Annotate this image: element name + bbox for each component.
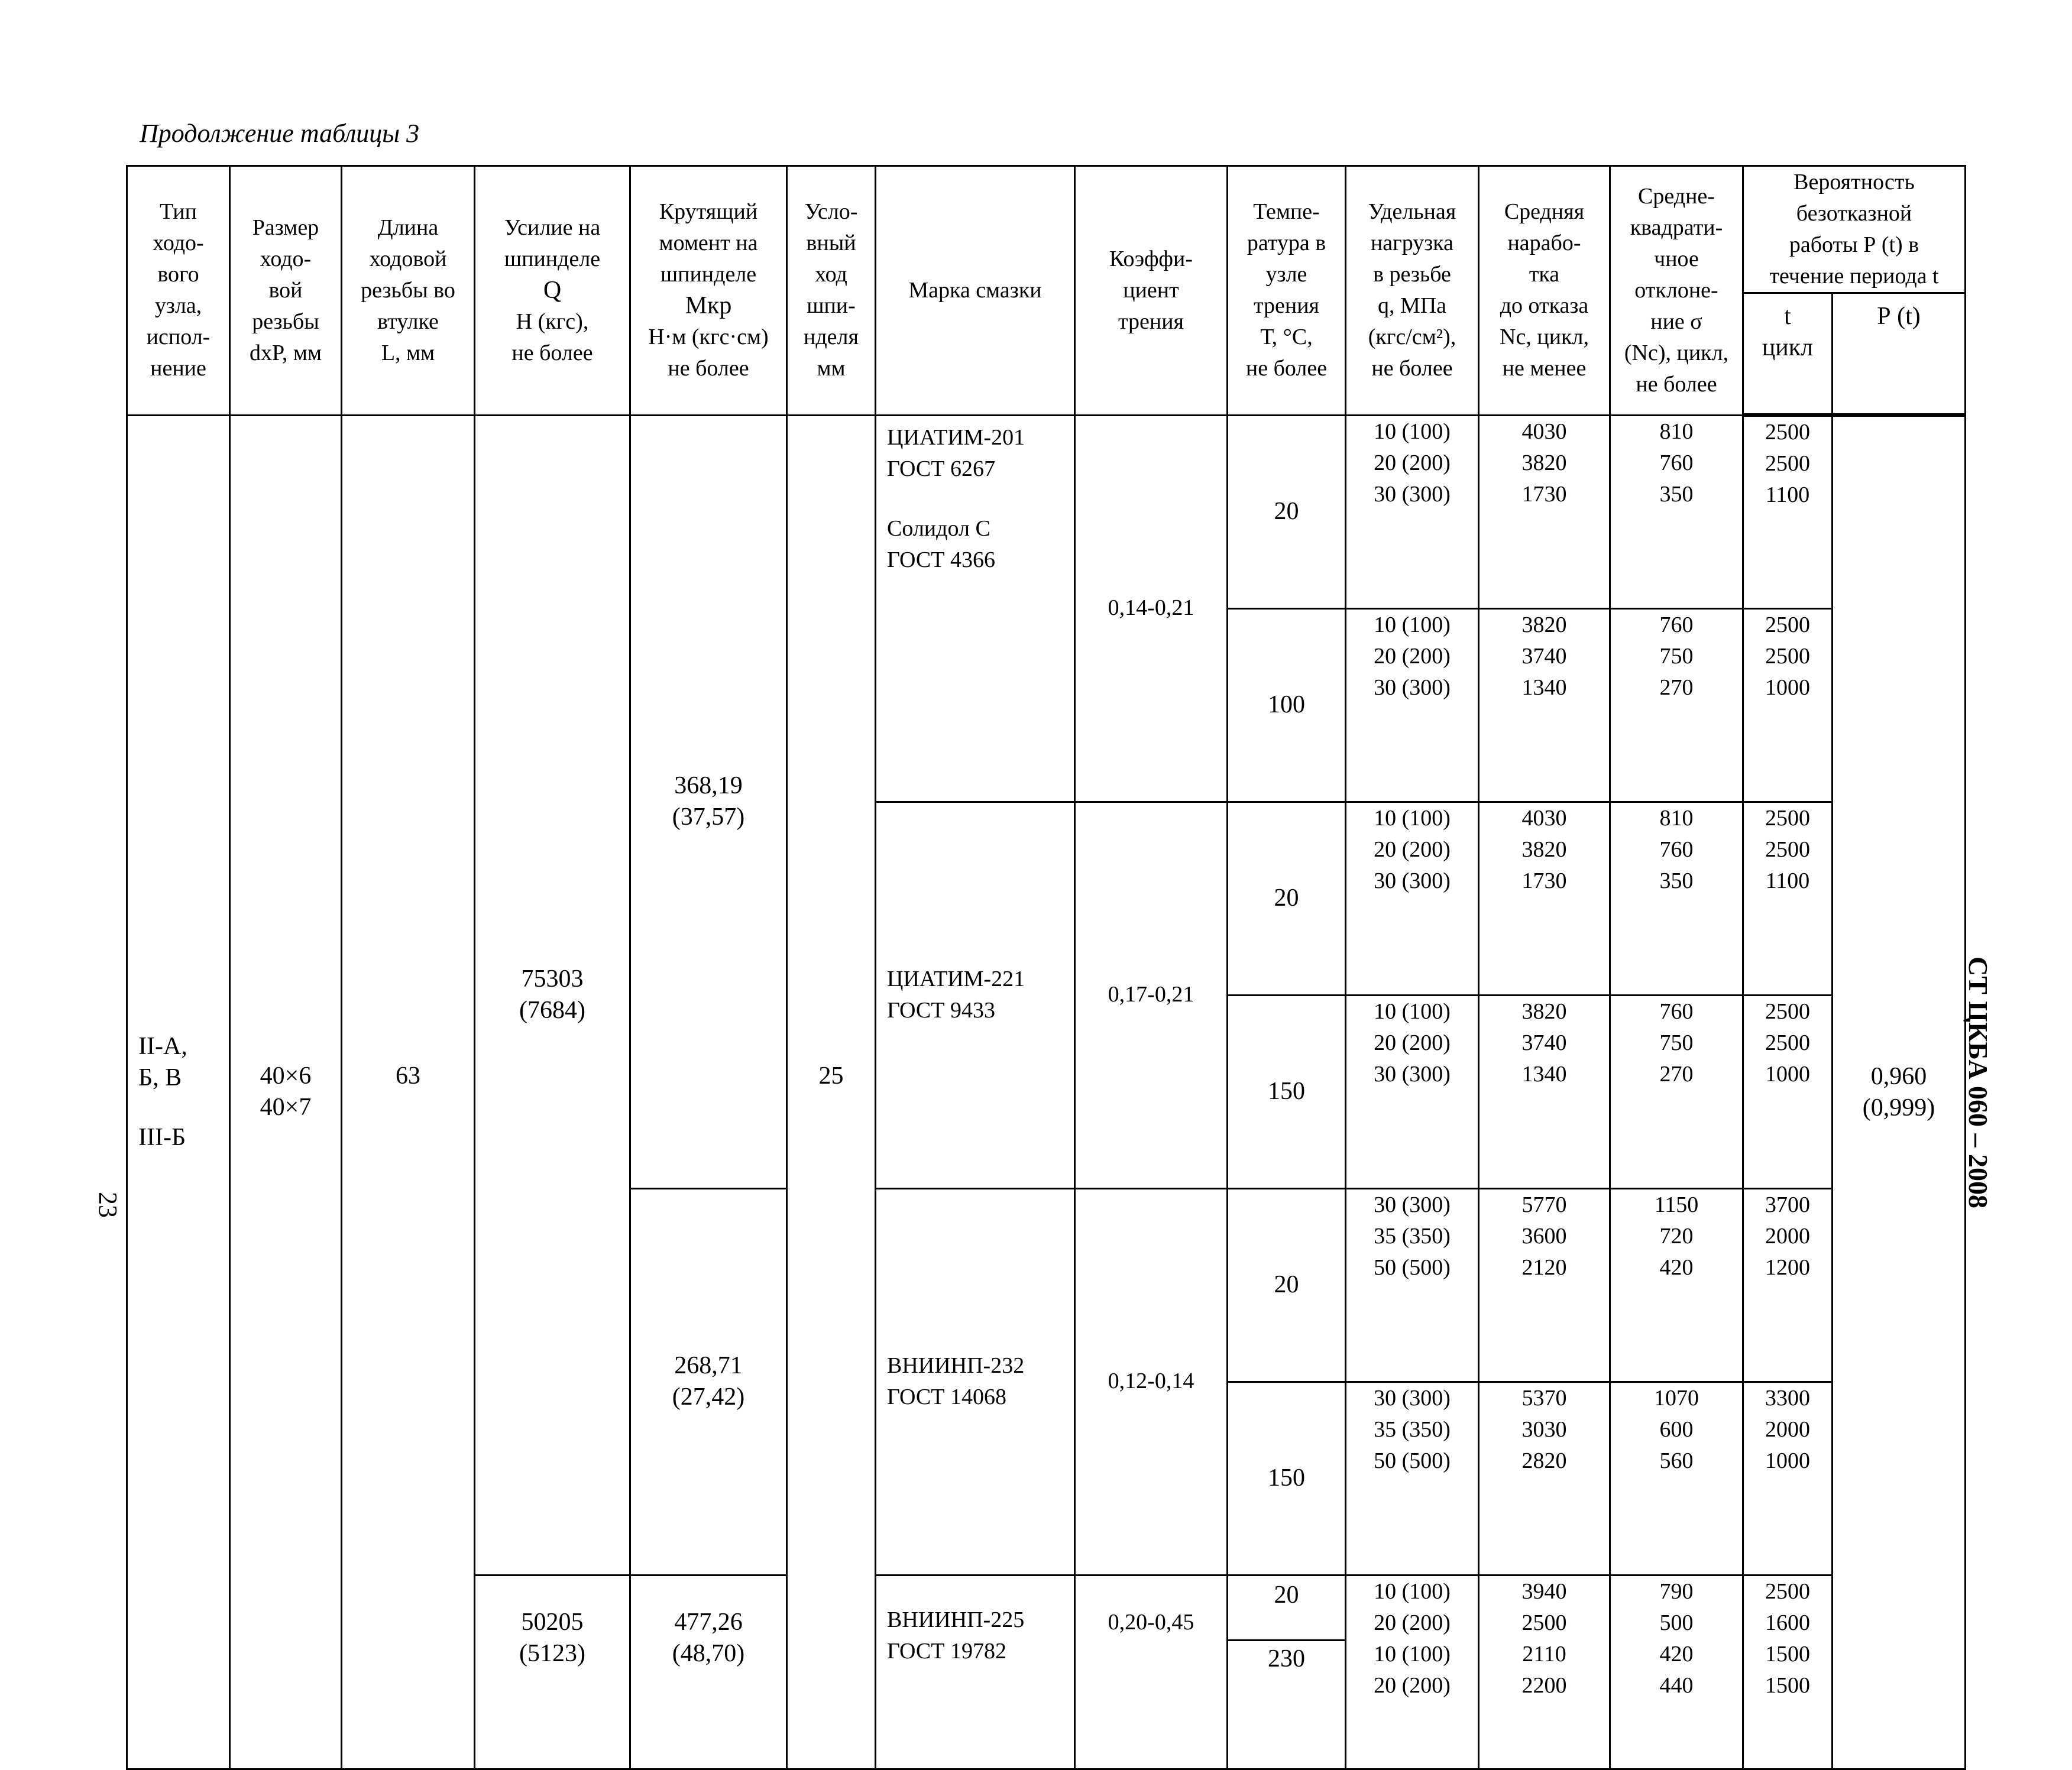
header-probability: Вероятность безотказной работы Р (t) в течение периода t	[1743, 166, 1966, 293]
period-cell: 2500 1600 1500 1500	[1743, 1575, 1833, 1769]
header-mean-life: Средняя нарабо- тка до отказа Nс, цикл, не менее	[1479, 166, 1610, 416]
load-cell: 10 (100) 20 (200) 30 (300)	[1346, 995, 1479, 1188]
torque-cell: 368,19 (37,57)	[630, 415, 787, 1188]
header-std-deviation: Средне- квадрати- чное отклоне- ние σ (Nс), цикл, не более	[1610, 166, 1743, 416]
torque-cell: 477,26 (48,70)	[630, 1575, 787, 1769]
mean-life-cell: 3820 3740 1340	[1479, 995, 1610, 1188]
probability-cell: 0,960 (0,999)	[1833, 415, 1966, 1769]
load-cell: 30 (300) 35 (350) 50 (500)	[1346, 1188, 1479, 1382]
period-cell: 2500 2500 1100	[1743, 415, 1833, 608]
temperature-cell: 100	[1228, 608, 1346, 802]
page-number: 23	[93, 1192, 122, 1218]
load-cell: 10 (100) 20 (200) 30 (300)	[1346, 415, 1479, 608]
thread-size-cell: 40×6 40×7	[230, 415, 342, 1769]
temperature-cell: 150	[1228, 1382, 1346, 1575]
std-deviation-cell: 760 750 270	[1610, 608, 1743, 802]
temperature-cell: 230	[1228, 1640, 1346, 1769]
mean-life-cell: 5770 3600 2120	[1479, 1188, 1610, 1382]
torque-cell: 268,71 (27,42)	[630, 1188, 787, 1575]
std-deviation-cell: 790 500 420 440	[1610, 1575, 1743, 1769]
period-cell: 3300 2000 1000	[1743, 1382, 1833, 1575]
table-caption: Продолжение таблицы 3	[140, 119, 420, 148]
header-period-t: t цикл	[1743, 293, 1833, 416]
load-cell: 10 (100) 20 (200) 30 (300)	[1346, 802, 1479, 995]
temperature-cell: 150	[1228, 995, 1346, 1188]
mean-life-cell: 5370 3030 2820	[1479, 1382, 1610, 1575]
std-deviation-cell: 810 760 350	[1610, 802, 1743, 995]
std-deviation-cell: 810 760 350	[1610, 415, 1743, 608]
period-cell: 2500 2500 1100	[1743, 802, 1833, 995]
mean-life-cell: 3820 3740 1340	[1479, 608, 1610, 802]
header-specific-load: Удельная нагрузка в резьбе q, МПа (кгс/см²), не более	[1346, 166, 1479, 416]
grease-cell: ЦИАТИМ-221 ГОСТ 9433	[876, 802, 1075, 1188]
grease-cell: ВНИИНП-232 ГОСТ 14068	[876, 1188, 1075, 1575]
header-friction: Коэффи- циент трения	[1075, 166, 1228, 416]
load-cell: 10 (100) 20 (200) 10 (100) 20 (200)	[1346, 1575, 1479, 1769]
period-cell: 3700 2000 1200	[1743, 1188, 1833, 1382]
grease-cell: ВНИИНП-225 ГОСТ 19782	[876, 1575, 1075, 1769]
thread-length-cell: 63	[342, 415, 475, 1769]
node-type-cell: II-А, Б, В III-Б	[127, 415, 230, 1769]
header-temperature: Темпе- ратура в узле трения Т, °С, не более	[1228, 166, 1346, 416]
table-row	[127, 415, 1966, 608]
header-torque: Крутящий момент на шпинделе Мкр Н·м (кгс·см) не более	[630, 166, 787, 416]
header-spindle-force: Усилие на шпинделе Q Н (кгс), не более	[475, 166, 630, 416]
header-thread-size: Размер ходо- вой резьбы dxP, мм	[230, 166, 342, 416]
mean-life-cell: 4030 3820 1730	[1479, 415, 1610, 608]
header-thread-length: Длина ходовой резьбы во втулке L, мм	[342, 166, 475, 416]
spindle-force-cell: 75303 (7684)	[475, 415, 630, 1575]
grease-cell: ЦИАТИМ-201 ГОСТ 6267 Солидол С ГОСТ 4366	[876, 415, 1075, 802]
temperature-cell: 20	[1228, 1575, 1346, 1640]
load-cell: 10 (100) 20 (200) 30 (300)	[1346, 608, 1479, 802]
period-cell: 2500 2500 1000	[1743, 608, 1833, 802]
header-pt: Р (t)	[1833, 293, 1966, 416]
std-deviation-cell: 1150 720 420	[1610, 1188, 1743, 1382]
friction-cell: 0,20-0,45	[1075, 1575, 1228, 1769]
header-grease-brand: Марка смазки	[876, 166, 1075, 416]
header-row	[127, 166, 1966, 293]
std-deviation-cell: 760 750 270	[1610, 995, 1743, 1188]
friction-cell: 0,17-0,21	[1075, 802, 1228, 1188]
mean-life-cell: 3940 2500 2110 2200	[1479, 1575, 1610, 1769]
period-cell: 2500 2500 1000	[1743, 995, 1833, 1188]
parameters-table	[126, 165, 1966, 1770]
temperature-cell: 20	[1228, 415, 1346, 608]
standard-code: СТ ЦКБА 060 – 2008	[1963, 957, 1993, 1209]
friction-cell: 0,12-0,14	[1075, 1188, 1228, 1575]
stroke-cell: 25	[787, 415, 876, 1769]
mean-life-cell: 4030 3820 1730	[1479, 802, 1610, 995]
temperature-cell: 20	[1228, 1188, 1346, 1382]
header-stroke: Усло- вный ход шпи- нделя мм	[787, 166, 876, 416]
header-node-type: Тип ходо- вого узла, испол- нение	[127, 166, 230, 416]
std-deviation-cell: 1070 600 560	[1610, 1382, 1743, 1575]
spindle-force-cell: 50205 (5123)	[475, 1575, 630, 1769]
friction-cell: 0,14-0,21	[1075, 415, 1228, 802]
load-cell: 30 (300) 35 (350) 50 (500)	[1346, 1382, 1479, 1575]
temperature-cell: 20	[1228, 802, 1346, 995]
